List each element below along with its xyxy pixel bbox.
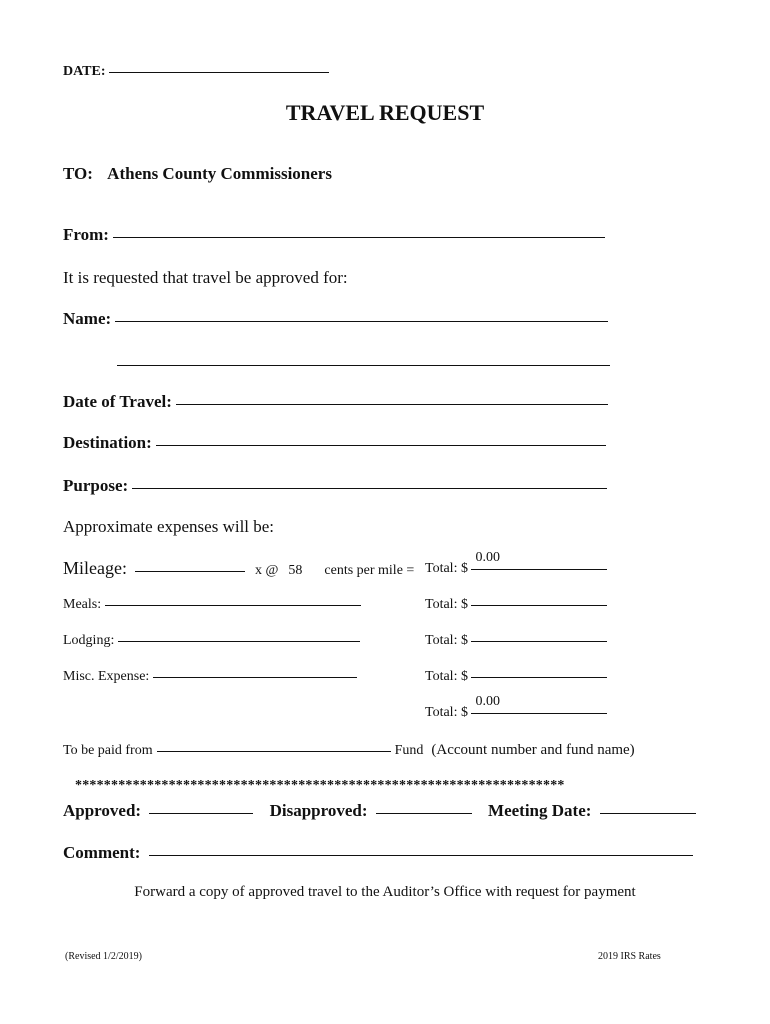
misc-total-field[interactable] <box>471 676 607 678</box>
approved-label: Approved: <box>63 801 142 820</box>
paid-from-field[interactable] <box>157 750 391 752</box>
irs-rates-note: 2019 IRS Rates <box>598 951 661 962</box>
expenses-intro: Approximate expenses will be: <box>63 517 275 536</box>
purpose-field[interactable] <box>132 487 607 489</box>
misc-row <box>63 669 357 685</box>
meals-total-label: Total: $ <box>425 597 468 612</box>
separator: ******************************************************************** <box>75 778 565 793</box>
intro-text: It is requested that travel be approved for: <box>63 268 348 287</box>
mileage-row <box>63 558 414 579</box>
meals-total-field[interactable] <box>471 604 607 606</box>
mileage-rate-unit: cents per mile = <box>324 563 415 578</box>
destination-field[interactable] <box>156 444 606 446</box>
paid-from-row <box>63 741 635 759</box>
destination-label: Destination: <box>63 433 152 452</box>
date-of-travel-field[interactable] <box>176 403 608 405</box>
meals-total-row <box>425 597 607 613</box>
destination-row <box>63 433 606 453</box>
mileage-total-field[interactable] <box>471 550 607 570</box>
disapproved-field[interactable] <box>376 812 472 814</box>
mileage-times: x @ <box>254 563 279 578</box>
grand-total-field[interactable] <box>471 694 607 714</box>
date-field[interactable] <box>109 71 329 73</box>
paid-from-hint: (Account number and fund name) <box>431 742 635 758</box>
disapproved-label: Disapproved: <box>269 801 368 820</box>
mileage-field[interactable] <box>135 570 245 572</box>
grand-total-label: Total: $ <box>425 705 468 720</box>
lodging-total-field[interactable] <box>471 640 607 642</box>
misc-label: Misc. Expense: <box>63 669 150 684</box>
grand-total-row <box>425 694 607 721</box>
from-field[interactable] <box>113 236 605 238</box>
to-row <box>63 164 332 184</box>
name-field-2[interactable] <box>117 364 610 366</box>
meals-field[interactable] <box>105 604 361 606</box>
from-row <box>63 225 605 245</box>
to-value: Athens County Commissioners <box>107 164 332 183</box>
approval-row <box>63 801 696 821</box>
grand-total-value: 0.00 <box>475 694 500 709</box>
lodging-total-row <box>425 633 607 649</box>
misc-total-label: Total: $ <box>425 669 468 684</box>
meeting-date-field[interactable] <box>600 812 696 814</box>
name-row <box>63 309 608 329</box>
page-title: TRAVEL REQUEST <box>285 100 485 125</box>
mileage-total-value: 0.00 <box>475 550 500 565</box>
misc-total-row <box>425 669 607 685</box>
comment-label: Comment: <box>63 843 141 862</box>
lodging-field[interactable] <box>118 640 360 642</box>
name-label: Name: <box>63 309 112 328</box>
paid-from-fund: Fund <box>394 743 424 758</box>
purpose-row <box>63 476 607 496</box>
date-row <box>63 64 329 80</box>
lodging-total-label: Total: $ <box>425 633 468 648</box>
comment-field[interactable] <box>149 854 693 856</box>
comment-row <box>63 843 693 863</box>
revised-note: (Revised 1/2/2019) <box>65 951 142 962</box>
date-of-travel-row <box>63 392 608 412</box>
misc-field[interactable] <box>153 676 357 678</box>
name-row-2 <box>117 355 610 373</box>
meals-label: Meals: <box>63 597 102 612</box>
date-of-travel-label: Date of Travel: <box>63 392 172 411</box>
forward-note: Forward a copy of approved travel to the Auditor’s Office with request for payment <box>134 884 636 900</box>
to-label: TO: <box>63 164 93 183</box>
mileage-total-row <box>425 550 607 577</box>
lodging-row <box>63 633 360 649</box>
mileage-total-label: Total: $ <box>425 561 468 576</box>
approved-field[interactable] <box>149 812 253 814</box>
name-field[interactable] <box>115 320 608 322</box>
lodging-label: Lodging: <box>63 633 115 648</box>
meals-row <box>63 597 361 613</box>
mileage-label: Mileage: <box>63 558 127 578</box>
from-label: From: <box>63 225 109 244</box>
paid-from-label: To be paid from <box>63 743 153 758</box>
date-label: DATE: <box>63 64 106 79</box>
meeting-date-label: Meeting Date: <box>488 801 592 820</box>
purpose-label: Purpose: <box>63 476 129 495</box>
mileage-rate: 58 <box>288 563 303 578</box>
